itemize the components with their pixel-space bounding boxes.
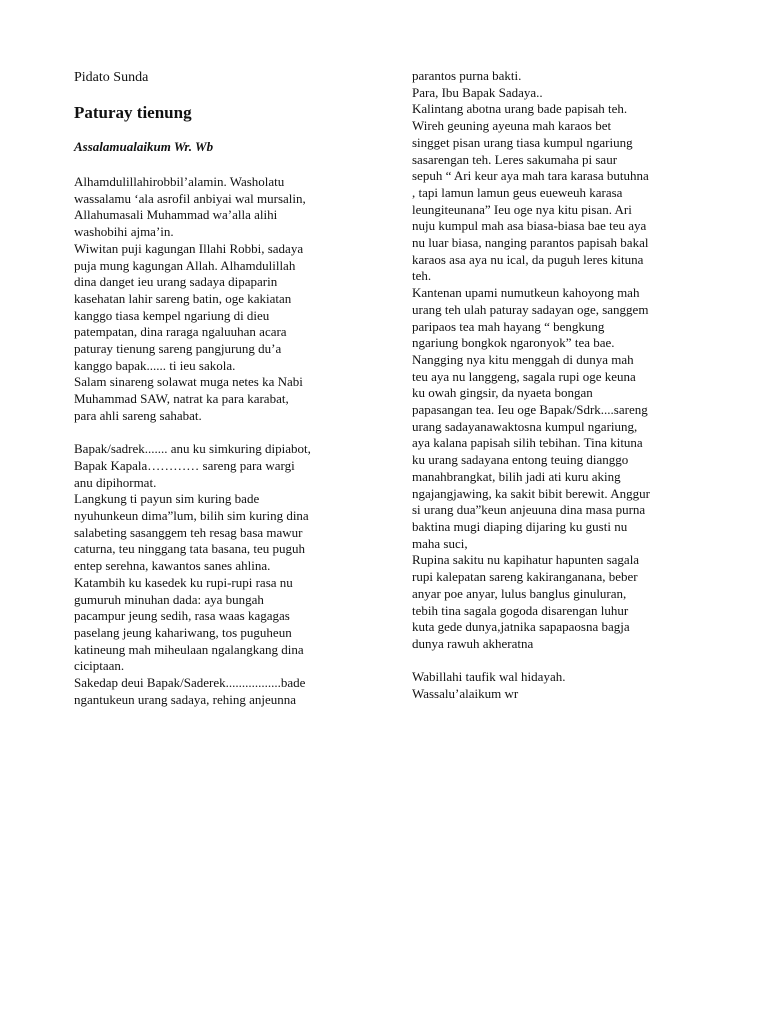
text-line: Nangging nya kitu menggah di dunya mah: [412, 351, 634, 367]
text-line: Wiwitan puji kagungan Illahi Robbi, sadaya: [74, 240, 304, 256]
text-line: Para, Ibu Bapak Sadaya..: [412, 84, 543, 100]
text-line: ngariung bongkok ngaronyok” tea bae.: [412, 335, 615, 351]
text-line: Wabillahi taufik wal hidayah.: [412, 669, 566, 685]
text-line: anyar poe anyar, lulus banglus ginuluran,: [412, 585, 627, 601]
text-line: ciciptaan.: [74, 658, 125, 674]
text-line: katineung mah miheulaan ngalangkang dina: [74, 641, 304, 657]
text-line: teu aya nu langgeng, sagala rupi oge keuna: [412, 368, 636, 384]
text-line: papasangan tea. Ieu oge Bapak/Sdrk....sareng: [412, 402, 648, 418]
text-line: manahbrangkat, bilih jadi ati kuru aking: [412, 468, 621, 484]
text-line: dina danget ieu urang sadaya dipaparin: [74, 274, 278, 290]
text-line: nyuhunkeun dima”lum, bilih sim kuring dina: [74, 508, 309, 524]
text-line: Salam sinareng solawat muga netes ka Nabi: [74, 374, 303, 390]
text-line: Langkung ti payun sim kuring bade: [74, 491, 260, 507]
text-line: sepuh “ Ari keur aya mah tara karasa butuhna: [412, 168, 649, 184]
text-line: Muhammad SAW, natrat ka para karabat,: [74, 391, 289, 407]
text-line: entep serehna, kawantos sanes ahlina.: [74, 558, 271, 574]
text-line: Bapak Kapala………… sareng para wargi: [74, 457, 295, 473]
text-line: anu dipihormat.: [74, 474, 157, 490]
text-line: ku urang sadayana entong teuing dianggo: [412, 452, 629, 468]
text-line: kasehatan lahir sareng batin, oge kakiatan: [74, 290, 292, 306]
text-line: gumuruh minuhan dada: aya bungah: [74, 591, 264, 607]
text-line: Sakedap deui Bapak/Saderek.................bade: [74, 675, 306, 691]
text-line: Kalintang abotna urang bade papisah teh.: [412, 101, 628, 117]
text-line: nuju kumpul mah asa biasa-biasa bae teu aya: [412, 218, 647, 234]
greeting: Assalamualaikum Wr. Wb: [74, 139, 214, 154]
document-header: Pidato Sunda: [74, 70, 149, 85]
text-line: kanggo bapak...... ti ieu sakola.: [74, 357, 236, 373]
right-column-body: [412, 68, 712, 703]
text-line: baktina mugi diaping dijaring ku gusti nu: [412, 518, 628, 534]
text-line: wassalamu ‘ala asrofil anbiyai wal mursalin,: [74, 190, 306, 206]
text-line: Kantenan upami numutkeun kahoyong mah: [412, 285, 640, 301]
text-line: Bapak/sadrek....... anu ku simkuring dipiabot,: [74, 441, 311, 457]
text-line: nu luar biasa, nanging parantos papisah bakal: [412, 235, 649, 251]
text-line: [74, 425, 366, 442]
text-line: urang teh ulah paturay sadayan oge, sanggem: [412, 301, 649, 317]
text-line: maha suci,: [412, 535, 468, 551]
text-line: para ahli sareng sahabat.: [74, 407, 202, 423]
text-line: [412, 653, 712, 670]
text-line: Rupina sakitu nu kapihatur hapunten sagala: [412, 552, 640, 568]
text-line: Wassalu’alaikum wr: [412, 686, 519, 701]
text-line: paselang jeung kahariwang, tos puguheun: [74, 624, 292, 640]
left-column-body: [74, 174, 366, 708]
text-line: kanggo tiasa kempel ngariung di dieu: [74, 307, 270, 323]
text-line: Wireh geuning ayeuna mah karaos bet: [412, 118, 612, 134]
text-line: Allahumasali Muhammad wa’alla alihi: [74, 207, 278, 223]
text-line: ngajangjawing, ka sakit bibit berewit. Anggur: [412, 485, 650, 501]
text-line: paripaos tea mah hayang “ bengkung: [412, 318, 605, 334]
text-line: kuta gede dunya,jatnika sapapaosna bagja: [412, 619, 630, 635]
text-line: ngantukeun urang sadaya, rehing anjeunna: [74, 691, 297, 707]
text-line: urang sadayanawaktosna kumpul ngariung,: [412, 418, 638, 434]
document-title: Paturay tienung: [74, 103, 192, 122]
text-line: si urang dua”keun anjeuuna dina masa purna: [412, 502, 646, 518]
text-line: sasarengan teh. Leres sakumaha pi saur: [412, 151, 618, 167]
text-line: rupi kalepatan sareng kakiranganana, beber: [412, 569, 638, 585]
text-line: leungiteunana” Ieu oge nya kitu pisan. Ari: [412, 201, 632, 217]
text-line: patempatan, dina raraga ngaluuhan acara: [74, 324, 287, 340]
text-line: salabeting sasanggem teh resag basa mawur: [74, 524, 303, 540]
text-line: caturna, teu ninggang tata basana, teu puguh: [74, 541, 306, 557]
text-line: dunya rawuh akheratna: [412, 635, 534, 651]
text-line: puja mung kagungan Allah. Alhamdulillah: [74, 257, 296, 273]
text-line: teh.: [412, 268, 432, 284]
text-line: tebih tina sagala gogoda disarengan luhur: [412, 602, 629, 618]
text-line: ku owah gingsir, da nyaeta bongan: [412, 385, 593, 401]
text-line: aya kalana papisah silih tebihan. Tina kituna: [412, 435, 643, 451]
text-line: paturay tienung sareng pangjurung du’a: [74, 341, 282, 357]
text-line: karaos asa aya nu ical, da puguh leres kituna: [412, 251, 644, 267]
text-line: parantos purna bakti.: [412, 68, 522, 83]
text-line: Alhamdulillahirobbil’alamin. Washolatu: [74, 174, 285, 189]
text-line: singget pisan urang tiasa kumpul ngariung: [412, 134, 633, 150]
text-line: washobihi ajma’in.: [74, 224, 174, 240]
text-line: , tapi lamun lamun geus eueweuh karasa: [412, 184, 623, 200]
text-line: Katambih ku kasedek ku rupi-rupi rasa nu: [74, 574, 293, 590]
text-line: pacampur jeung sedih, rasa waas kagagas: [74, 608, 290, 624]
